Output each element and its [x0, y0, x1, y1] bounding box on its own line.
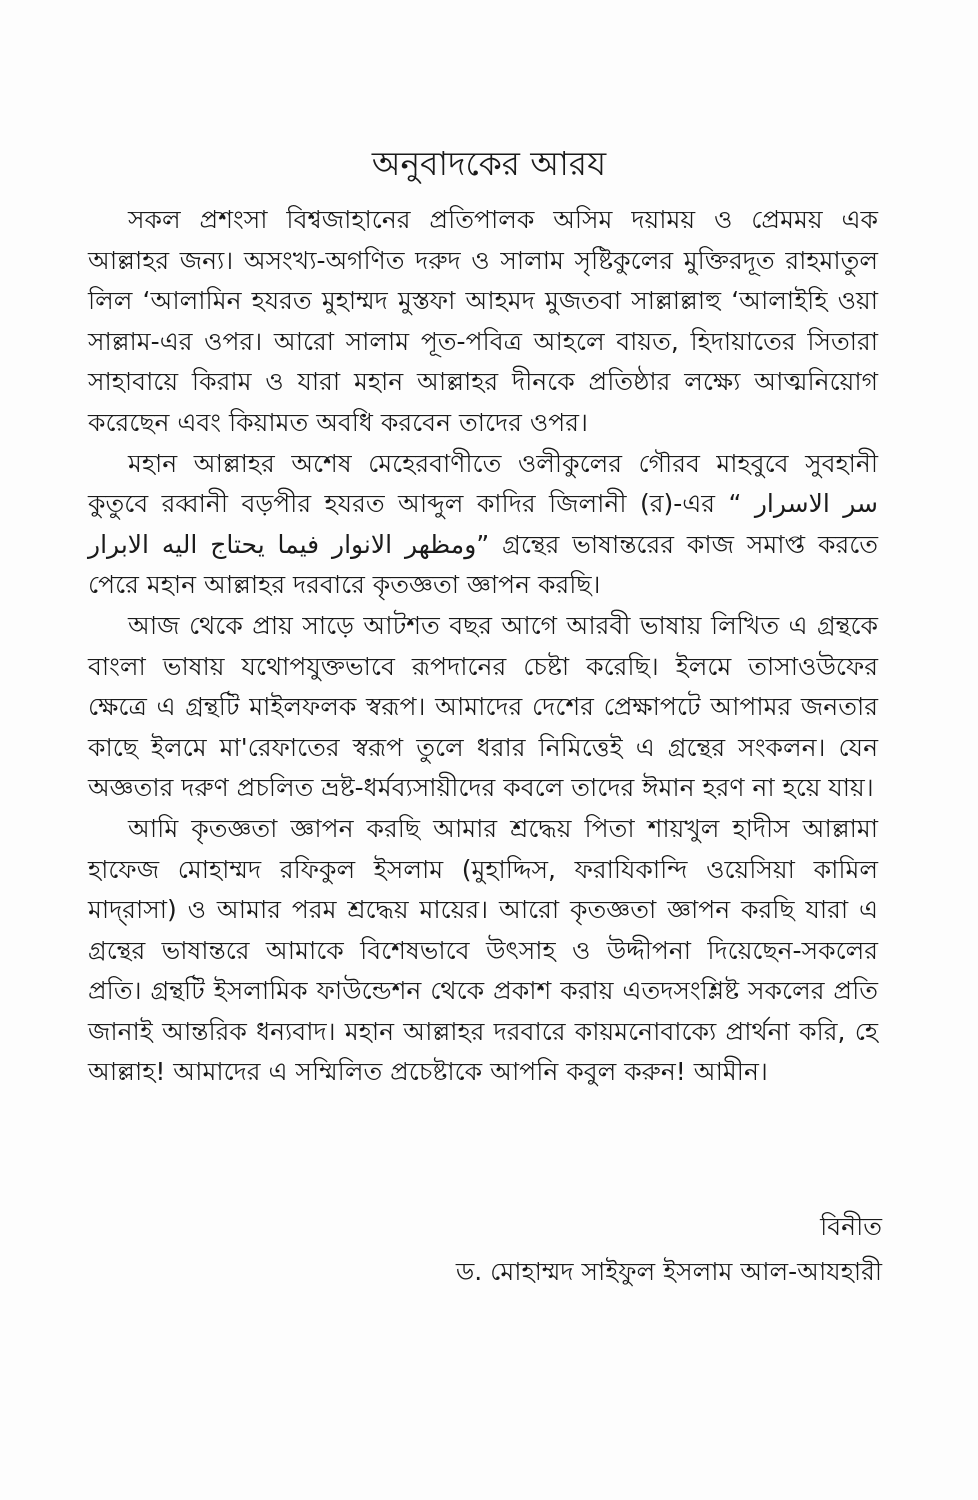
author-signature: ড. মোহাম্মদ সাইফুল ইসলাম আল-আযহারী [455, 1257, 882, 1286]
paragraph2-text-after: ” গ্রন্থের ভাষান্তরের কাজ সমাপ্ত করতে পেরে মহান আল্লাহর দরবারে কৃতজ্ঞতা জ্ঞাপন করছি। [88, 529, 878, 600]
body-text [88, 200, 878, 1093]
paragraph2-text-before: মহান আল্লাহর অশেষ মেহেরবাণীতে ওলীকুলের গৌরব মাহবুবে সুবহানী কুতুবে রব্বানী বড়পীর হযরত আব্দুল কাদির জিলানী (র)-এর “ [88, 448, 878, 519]
closing-salutation: বিনীত [820, 1212, 882, 1241]
paragraph-acknowledgements: আমি কৃতজ্ঞতা জ্ঞাপন করছি আমার শ্রদ্ধেয় পিতা শায়খুল হাদীস আল্লামা হাফেজ মোহাম্মদ রফিকুল ইসলাম (মুহাদ্দিস, ফরাযিকান্দি ওয়েসিয়া কামিল মাদ্‌রাসা) ও আমার পরম শ্রদ্ধেয় মায়ের। আরো কৃতজ্ঞতা জ্ঞাপন করছি যারা এ গ্রন্থের ভাষান্তরে আমাকে বিশেষভাবে উৎসাহ ও উদ্দীপনা দিয়েছেন-সকলের প্রতি। গ্রন্থটি ইসলামিক ফাউন্ডেশন থেকে প্রকাশ করায় এতদসংশ্লিষ্ট সকলের প্রতি জানাই আন্তরিক ধন্যবাদ। মহান আল্লাহর দরবারে কায়মনোবাক্যে প্রার্থনা করি, হে আল্লাহ! আমাদের এ সম্মিলিত প্রচেষ্টাকে আপনি কবুল করুন! আমীন। [88, 813, 878, 1087]
paragraph-book-background: আজ থেকে প্রায় সাড়ে আটশত বছর আগে আরবী ভাষায় লিখিত এ গ্রন্থকে বাংলা ভাষায় যথোপযুক্তভাবে রূপদানের চেষ্টা করেছি। ইলমে তাসাওউফের ক্ষেত্রে এ গ্রন্থটি মাইলফলক স্বরূপ। আমাদের দেশের প্রেক্ষাপটে আপামর জনতার কাছে ইলমে মা'রেফাতের স্বরূপ তুলে ধরার নিমিত্তেই এ গ্রন্থের সংকলন। যেন অজ্ঞতার দরুণ প্রচলিত ভ্রষ্ট-ধর্মব্যসায়ীদের কবলে তাদের ঈমান হরণ না হয়ে যায়। [88, 610, 878, 803]
paragraph-praise: সকল প্রশংসা বিশ্বজাহানের প্রতিপালক অসিম দয়াময় ও প্রেমময় এক আল্লাহর জন্য। অসংখ্য-অগণিত দরুদ ও সালাম সৃষ্টিকুলের মুক্তিরদূত রাহমাতুল লিল ‘আলামিন হযরত মুহাম্মদ মুস্তফা আহমদ মুজতবা সাল্লাল্লাহু ‘আলাইহি ওয়া সাল্লাম-এর ওপর। আরো সালাম পূত-পবিত্র আহলে বায়ত, হিদায়াতের সিতারা সাহাবায়ে কিরাম ও যারা মহান আল্লাহর দীনকে প্রতিষ্ঠার লক্ষ্যে আত্মনিয়োগ করেছেন এবং কিয়ামত অবধি করবেন তাদের ওপর। [88, 205, 878, 437]
paragraph-gratitude-translation [88, 444, 878, 606]
arabic-book-title: سر الاسرار ومظهر الانوار فيما يحتاج اليه الابرار [88, 489, 878, 559]
page-title: অনুবাদকের আরয [371, 144, 607, 183]
